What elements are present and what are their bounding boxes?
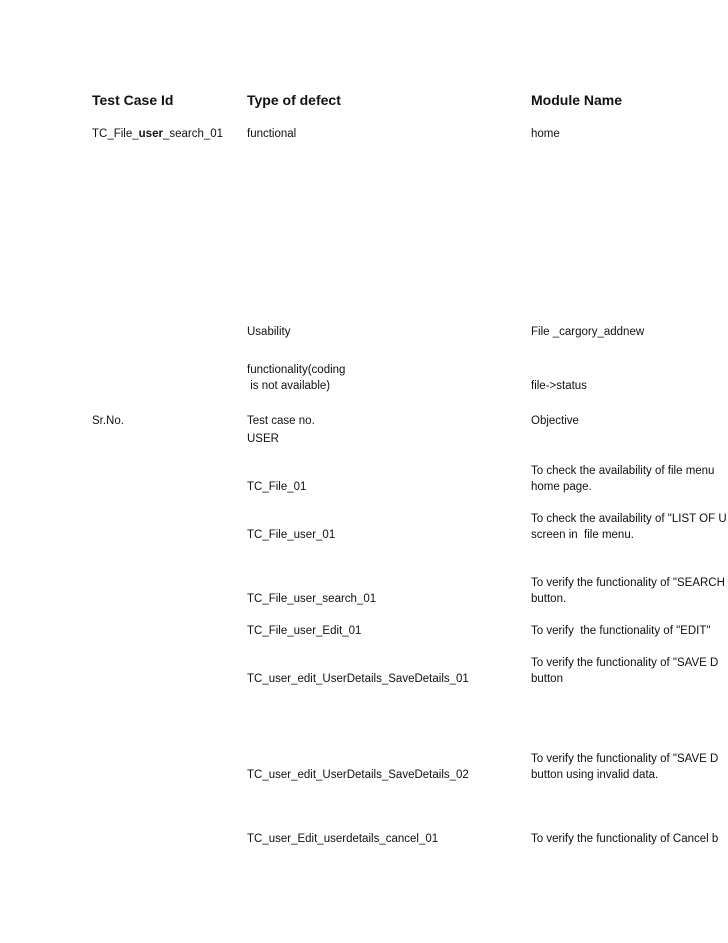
test-case-no: TC_user_edit_UserDetails_SaveDetails_02 [247, 769, 469, 781]
test-case-objective-line2: screen in file menu. [531, 529, 634, 541]
test-case-no: TC_user_edit_UserDetails_SaveDetails_01 [247, 673, 469, 685]
test-case-no: TC_File_user_search_01 [247, 593, 377, 605]
header-objective: Objective [531, 415, 579, 427]
test-case-objective-line2: button. [531, 593, 567, 605]
test-case-no: TC_File_user_01 [247, 529, 336, 541]
defect-id-prefix: TC_File_ [92, 128, 139, 140]
defect-id-bold: user [138, 128, 163, 140]
defect-type-line2: is not available) [247, 380, 331, 392]
header-test-case-id: Test Case Id [92, 92, 174, 108]
test-case-objective-line1: To verify the functionality of "SAVE D [531, 753, 719, 765]
defect-module: file->status [531, 380, 587, 392]
test-case-no: TC_user_Edit_userdetails_cancel_01 [247, 833, 439, 845]
defect-type: functional [247, 128, 297, 140]
test-case-objective-line2: button [531, 673, 563, 685]
test-case-objective-line2: home page. [531, 481, 592, 493]
header-sr-no: Sr.No. [92, 415, 124, 427]
test-case-objective-line1: To verify the functionality of "SAVE D [531, 657, 719, 669]
defect-id [92, 126, 223, 142]
test-case-objective-line1: To check the availability of file menu [531, 465, 715, 477]
header-type-of-defect: Type of defect [247, 92, 341, 108]
defect-type-line1: functionality(coding [247, 364, 346, 376]
test-case-objective-line1: To verify the functionality of "SEARCH [531, 577, 725, 589]
test-case-objective-line2: button using invalid data. [531, 769, 659, 781]
header-test-case-no: Test case no. [247, 415, 315, 427]
defect-module: File _cargory_addnew [531, 326, 645, 338]
header-module-name: Module Name [531, 92, 623, 108]
defect-module: home [531, 128, 560, 140]
test-case-no: TC_File_user_Edit_01 [247, 625, 362, 637]
test-case-objective-line1: To check the availability of "LIST OF U [531, 513, 727, 525]
group-label: USER [247, 433, 279, 445]
test-case-no: TC_File_01 [247, 481, 307, 493]
defect-type: Usability [247, 326, 291, 338]
test-case-objective-line1: To verify the functionality of Cancel b [531, 833, 719, 845]
defect-id-suffix: _search_01 [162, 128, 224, 140]
test-case-objective-line1: To verify the functionality of "EDIT" [531, 625, 711, 637]
